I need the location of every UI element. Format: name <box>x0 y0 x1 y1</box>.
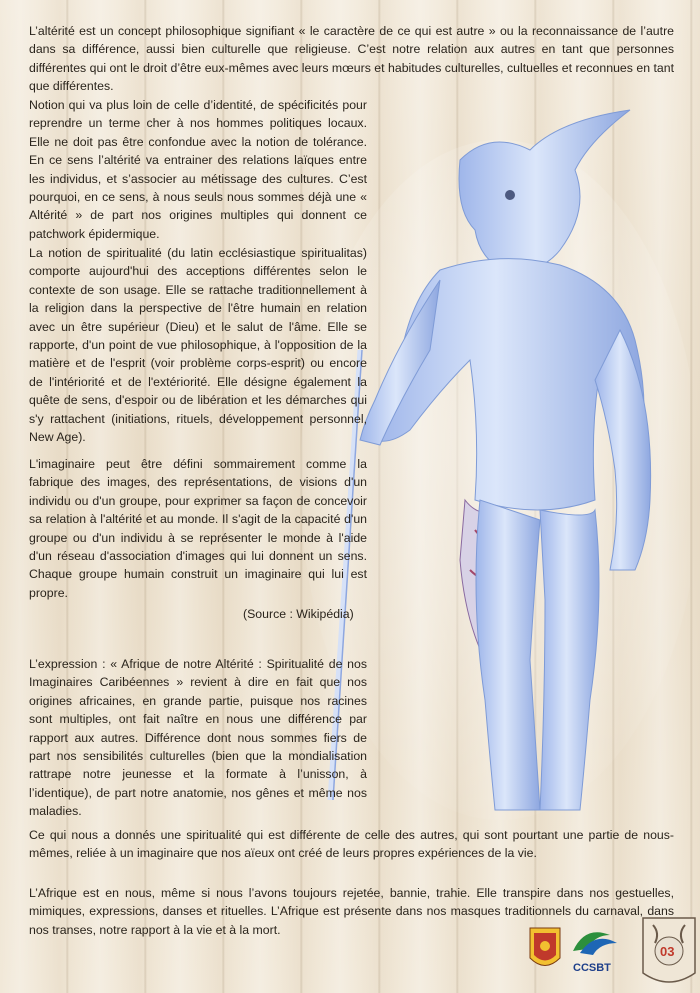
spirituality-paragraph: La notion de spiritualité (du latin ecclésiastique spiritualitas) comporte aujourd'hui des acceptions différentes selon le contexte de son usage. Elle se rattache traditionnellement à la religion dans la perspective de l'être humain en relation avec un être supérieur (Dieu) et le salut de l'âme. Elle se rapporte, d'un point de vue philosophique, à l'opposition de la matière et de l'esprit (voir problème corps-esprit) ou encore de l'intériorité et de l'extériorité. Elle désigne également la quête de sens, d'espoir ou de libération et les démarches qui s'y rattachent (initiations, rituels, développement personnel, New Age). <box>29 246 367 445</box>
imaginary-paragraph: L'imaginaire peut être défini sommairement comme la fabrique des images, des représentations, de visions d'un individu ou d'un groupe, pour exprimer sa façon de concevoir sa relation à l'altérité et au monde. Il s'agit de la capacité d'un groupe ou d'un individu à se représenter le monde à l'aide d'un réseau d'association d'images qui lui donnent un sens. Chaque groupe humain construit un imaginaire qui lui est propre. <box>29 457 367 600</box>
ccsbt-logo <box>573 932 617 974</box>
africa-paragraph: L’Afrique est en nous, même si nous l’avons toujours rejetée, bannie, trahie. Elle transpire dans nos gestuelles, mimiques, expressions, danses et rituelles. L’Afrique est présente dans nos masques traditionnels du carnaval, dans nos transes, notre rapport à la vie et à la mort. <box>29 886 674 937</box>
page-number: 03 <box>660 944 675 959</box>
source-citation: (Source : Wikipédia) <box>243 607 354 621</box>
identity-paragraph: Notion qui va plus loin de celle d’identité, de spécificités pour reprendre un terme cher à nos hommes politiques locaux. Elle ne doit pas être confondue avec la notion de tolérance. En ce sens l’altérité va entrainer des relations laïques entre les individus, et s’associer au métissage des cultures. C’est pourquoi, en ce sens, à nous seuls nous sommes déjà une « Altérité » de part nos origines multiples qui donnent ce patchwork épidermique. <box>29 98 367 241</box>
intro-paragraph: L’altérité est un concept philosophique signifiant « le caractère de ce qui est autre » ou la reconnaissance de l’autre dans sa différence, aussi bien culturelle que religieuse. C’est notre relation aux autres en tant que personnes différentes qui ont le droit d’être eux-mêmes avec leurs mœurs et habitudes culturelles, cultuelles et reconnues en tant que différentes. <box>29 24 674 94</box>
footer-logos <box>525 913 700 993</box>
expression-paragraph: L’expression : « Afrique de notre Altérité : Spiritualité de nos Imaginaires Caribéennes » revient à dire en fait que nos origines africaines, en grande partie, puisque nos racines sont multiples, ont fait naître en nous une différence par rapport aux autres. Différence dont nous sommes fiers de part nos sensibilités culturelles (bien que la mondialisation rattrape notre jeunesse et la formate à l’unisson, à l’identique), de part notre anatomie, nos gênes et même nos maladies. <box>29 657 367 819</box>
coat-of-arms-icon <box>530 928 560 966</box>
page-number-badge <box>643 918 695 982</box>
spiritual-link-paragraph: Ce qui nous a donnés une spiritualité qui est différente de celle des autres, qui sont pourtant une partie de nous-mêmes, reliée à un imaginaire que nos aïeux ont créé de leurs propres expériences de la vie. <box>29 828 674 861</box>
ccsbt-logo-text: CCSBT <box>573 962 611 974</box>
